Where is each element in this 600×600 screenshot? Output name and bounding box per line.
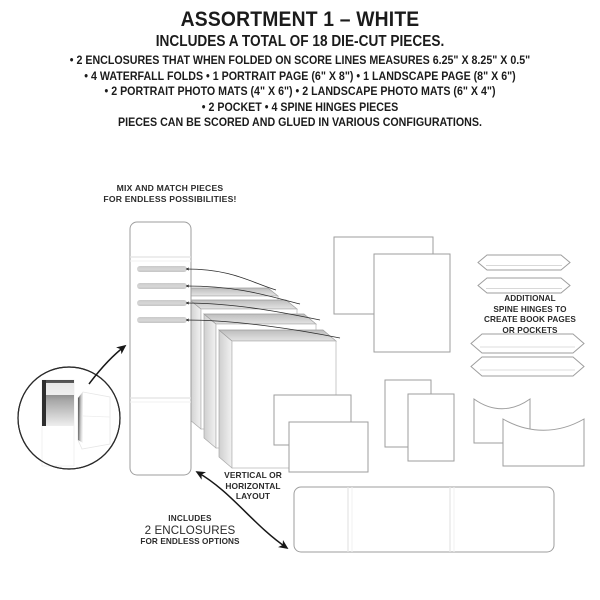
includes-line-3: FOR ENDLESS OPTIONS [140,537,240,546]
enclosure-slot-4 [137,317,187,323]
includes-line-2: 2 ENCLOSURES [144,524,236,537]
spine-hinge-3 [471,334,584,353]
horizontal-enclosure [294,487,554,552]
layout-note-line-1: VERTICAL OR [224,470,282,480]
spec-line-1: • 2 ENCLOSURES THAT WHEN FOLDED ON SCORE LINES MEASURES 6.25" X 8.25" X 0.5" [69,53,531,67]
layout-note-line-2: HORIZONTAL [225,480,281,491]
callout-includes-enclosures [130,514,250,547]
portrait-page-front [374,254,450,352]
spine-hinge-2 [478,278,570,293]
portrait-mat-front [408,394,454,461]
enclosure-slot-2 [137,283,187,289]
spec-line-5: PIECES CAN BE SCORED AND GLUED IN VARIOUS CONFIGURATIONS. [118,115,482,129]
spine-hinge-group-bottom [471,334,584,376]
spine-note-line-2: SPINE HINGES TO [493,304,567,314]
mix-match-line-2: FOR ENDLESS POSSIBILITIES! [103,194,237,204]
page-subtitle: INCLUDES A TOTAL OF 18 DIE-CUT PIECES. [155,33,445,50]
spec-line-2: • 4 WATERFALL FOLDS • 1 PORTRAIT PAGE (6" X 8") • 1 LANDSCAPE PAGE (8" X 6") [84,68,516,83]
includes-line-1: INCLUDES [168,514,212,523]
detail-inset-circle [18,367,120,469]
spec-line-3: • 2 PORTRAIT PHOTO MATS (4" X 6") • 2 LANDSCAPE PHOTO MATS (6" X 4") [104,84,496,98]
callout-vertical-horizontal [208,470,298,502]
spec-line-4: • 2 POCKET • 4 SPINE HINGES PIECES [201,99,399,114]
landscape-mat-front [289,422,368,472]
spine-note-line-3: CREATE BOOK PAGES [484,315,576,324]
portrait-page-pair [334,237,450,352]
portrait-mat-pair [385,380,454,461]
pocket-pair [474,399,584,466]
enclosure-slot-1 [137,266,187,272]
spine-hinge-4 [471,357,584,376]
callout-spine-hinges [460,294,600,336]
pocket-front [503,419,584,466]
vertical-enclosure [130,222,191,475]
callout-mix-and-match [60,183,280,205]
layout-note-line-3: LAYOUT [235,491,271,501]
spine-note-line-4: OR POCKETS [502,325,558,335]
spine-note-line-1: ADDITIONAL [504,294,556,303]
page-title: ASSORTMENT 1 – WHITE [180,8,420,31]
enclosure-slot-3 [137,300,187,306]
spine-hinge-group-top [478,255,570,293]
spine-hinge-1 [478,255,570,270]
mix-match-line-1: MIX AND MATCH PIECES [116,183,224,193]
